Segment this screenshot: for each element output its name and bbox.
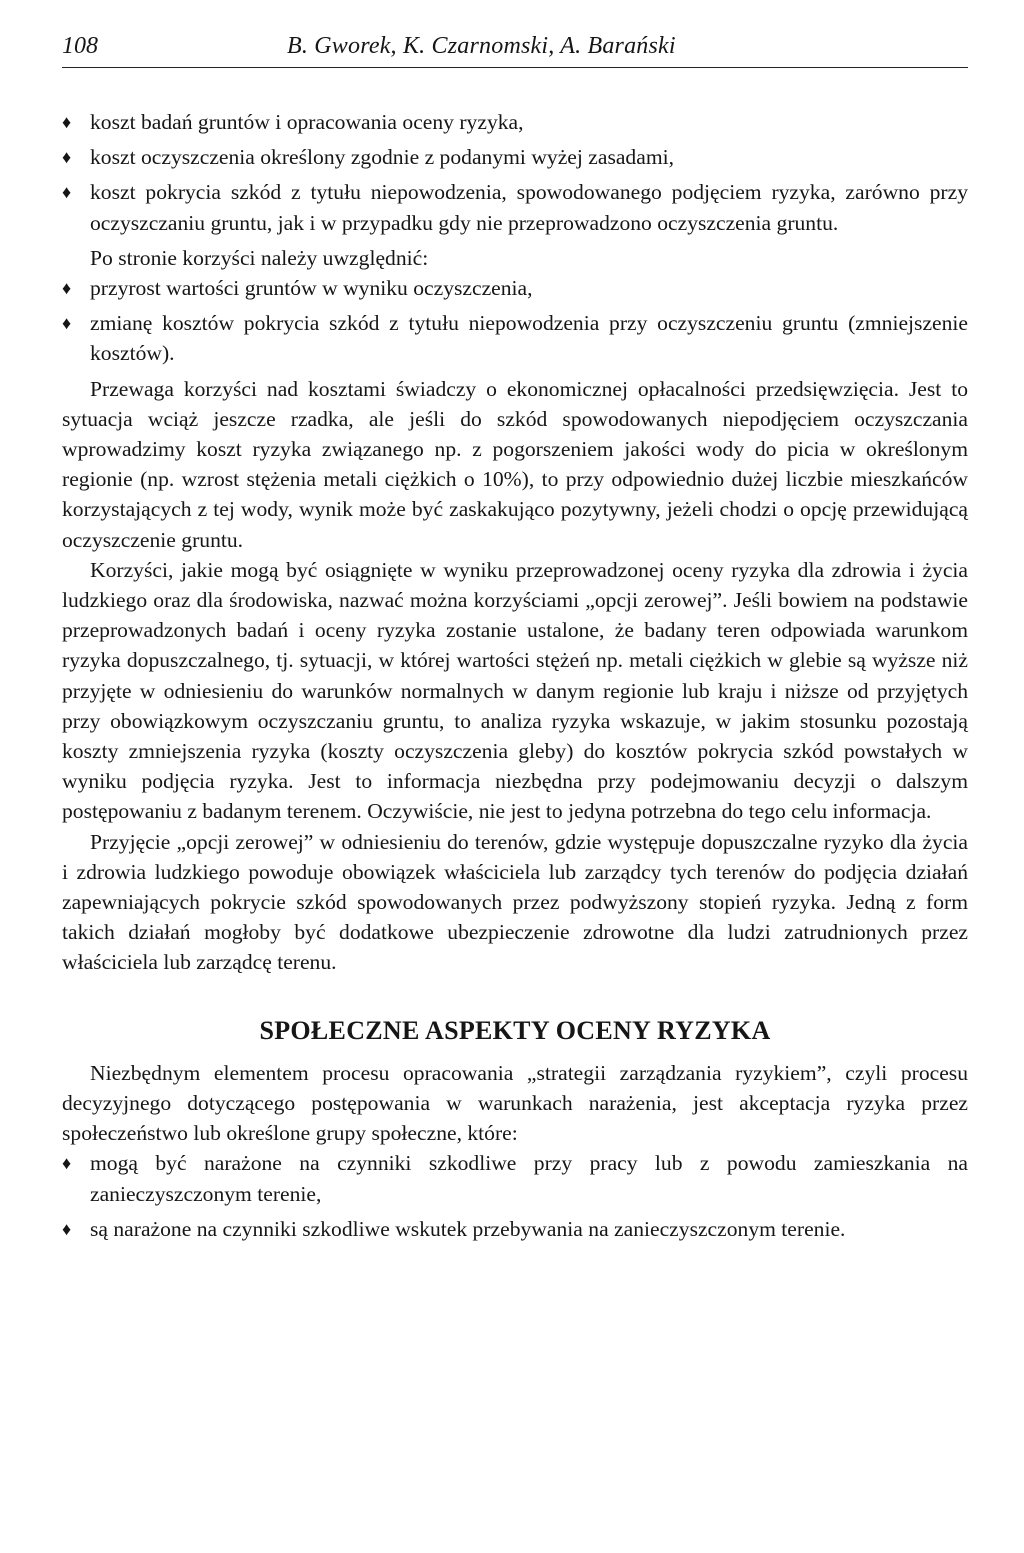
running-header-authors: B. Gworek, K. Czarnomski, A. Barański — [287, 33, 676, 59]
list-item — [62, 142, 968, 172]
list-item — [62, 177, 968, 237]
diamond-bullet-icon: ♦ — [62, 147, 72, 168]
list-item — [62, 107, 968, 137]
section-intro: Niezbędnym elementem procesu opracowania „strategii zarządzania ryzykiem”, czyli procesu decyzyjnego dotyczącego postępowania w warunkach narażenia, jest akceptacja ryzyka przez społeczeństwo lub określone grupy społeczne, które: — [62, 1060, 968, 1146]
diamond-bullet-icon: ♦ — [62, 313, 72, 334]
diamond-bullet-icon: ♦ — [62, 112, 72, 132]
groups-list-item: mogą być narażone na czynniki szkodliwe przy pracy lub z powodu zamieszkania na zanieczyszczonym terenie, — [90, 1151, 968, 1206]
list-item — [62, 1148, 968, 1208]
groups-list-item: są narażone na czynniki szkodliwe wskutek przebywania na zanieczyszczonym terenie. — [90, 1216, 846, 1241]
diamond-bullet-icon: ♦ — [62, 1218, 72, 1239]
benefits-list-item: zmianę kosztów pokrycia szkód z tytułu niepowodzenia przy oczyszczeniu gruntu (zmniejszenie kosztów). — [90, 311, 968, 366]
header-rule — [62, 67, 968, 68]
diamond-bullet-icon: ♦ — [62, 182, 72, 203]
paragraph: Przyjęcie „opcji zerowej” w odniesieniu do terenów, gdzie występuje dopuszczalne ryzyko dla życia i zdrowia ludzkiego powoduje obowiązek właściciela lub zarządcy tych terenów do podjęcia działań zapewniających pokrycie szkód spowodowanych przez podwyższony stopień ryzyka. Jedną z form takich działań mogłoby być dodatkowe ubezpieczenie zdrowotne dla ludzi zatrudnionych przez właściciela lub zarządcę terenu. — [62, 829, 968, 975]
list-item — [62, 273, 968, 303]
section-heading: SPOŁECZNE ASPEKTY OCENY RYZYKA — [259, 1015, 771, 1045]
costs-list-item: koszt pokrycia szkód z tytułu niepowodzenia, spowodowanego podjęciem ryzyka, zarówno przy oczyszczaniu gruntu, jak i w przypadku gdy nie przeprowadzono oczyszczenia gruntu. — [90, 180, 968, 235]
benefits-intro: Po stronie korzyści należy uwzględnić: — [90, 245, 429, 270]
diamond-bullet-icon: ♦ — [62, 278, 72, 299]
running-header — [62, 30, 968, 68]
costs-list-item: koszt oczyszczenia określony zgodnie z podanymi wyżej zasadami, — [90, 145, 675, 170]
paragraph: Przewaga korzyści nad kosztami świadczy o ekonomicznej opłacalności przedsięwzięcia. Jest to sytuacja wciąż jeszcze rzadka, ale jeśli do szkód spowodowanych niepodjęciem oczyszczania wprowadzimy koszt ryzyka związanego np. z pogorszeniem jakości wody do picia w określonym regionie (np. wzrost stężenia metali ciężkich o 10%), to przy odpowiednio dużej liczbie mieszkańców korzystających z tej wody, wynik może być zaskakująco pozytywny, jeżeli chodzi o opcję przewidującą oczyszczenie gruntu. — [62, 376, 968, 552]
page-body — [62, 107, 968, 1249]
costs-list-item: koszt badań gruntów i opracowania oceny ryzyka, — [90, 110, 524, 134]
benefits-list-item: przyrost wartości gruntów w wyniku oczyszczenia, — [90, 276, 533, 301]
page-number: 108 — [62, 33, 98, 59]
paragraph: Korzyści, jakie mogą być osiągnięte w wyniku przeprowadzonej oceny ryzyka dla zdrowia i życia ludzkiego oraz dla środowiska, nazwać można korzyściami „opcji zerowej”. Jeśli bowiem na podstawie przeprowadzonych badań i oceny ryzyka zostanie ustalone, że badany teren odpowiada warunkom ryzyka dopuszczalnego, tj. sytuacji, w której wartości stężeń np. metali ciężkich w glebie są wyższe niż przyjęte w odniesieniu do warunków normalnych w danym regionie lub kraju i niższe od przyjętych przy obowiązkowym oczyszczaniu gruntu, to analiza ryzyka wskazuje, w jakim stosunku pozostają koszty zmniejszenia ryzyka (koszty oczyszczenia gleby) do kosztów pokrycia szkód powstałych w wyniku podjęcia ryzyka. Jest to informacja niezbędna przy podejmowaniu decyzji o dalszym postępowaniu z badanym terenem. Oczywiście, nie jest to jedyna potrzebna do tego celu informacja. — [62, 557, 968, 824]
diamond-bullet-icon: ♦ — [62, 1153, 72, 1174]
list-item — [62, 308, 968, 368]
list-item — [62, 1214, 968, 1244]
